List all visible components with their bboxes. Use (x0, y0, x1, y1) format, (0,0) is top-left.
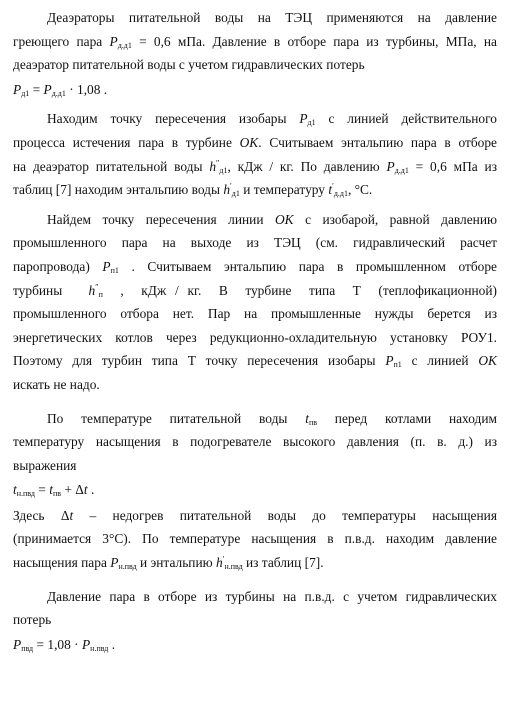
formula: $P_{пвд} = 1,08 \cdot P_{н.пвд}$ . (13, 636, 116, 653)
paragraph-line: Здесь Δt – недогрев питательной воды до температуры насыщения (13, 507, 497, 523)
paragraph-line: насыщения пара $P_{н.пвд}$ и энтальпию $h'_{н.пвд}$ из таблиц [7]. (13, 554, 324, 572)
paragraph-line: По температуре питательной воды $t_{пв}$ перед котлами находим (47, 410, 497, 427)
paragraph-line: турбины $h''_п$ , кДж / кг. В турбине типа Т (теплофикационной) (13, 282, 497, 299)
paragraph-line: Давление пара в отборе из турбины на п.в.д. с учетом гидравлических (47, 588, 497, 604)
paragraph-line: Найдем точку пересечения линии OK с изобарой, равной давлению (47, 211, 497, 227)
paragraph-line: энергетических котлов через редукционно-охладительную установку РОУ1. (13, 329, 497, 345)
paragraph-line: паропровода) $P_{п1}$ . Считываем энтальпию пара в промышленном отборе (13, 258, 497, 275)
formula: $t_{н.пвд} = t_{пв} + \Delta t$ . (13, 482, 95, 499)
paragraph-line: таблиц [7] находим энтальпию воды $h'_{д1}$ и температуру $t'_{д.д1}$, °С. (13, 181, 373, 199)
paragraph-line: промышленного пара на выходе из ТЭЦ (см. гидравлический расчет (13, 235, 497, 251)
paragraph-line: промышленного отбора нет. Пар на промышленные нужды берется из (13, 306, 497, 322)
paragraph-line: (принимается 3°С). По температуре насыщения в п.в.д. находим давление (13, 531, 497, 547)
paragraph-line: процесса истечения пара в турбине OK. Считываем энтальпию пара в отборе (13, 134, 497, 150)
paragraph-line: Поэтому для турбин типа Т точку пересечения изобары $P_{п1}$ с линией OK (13, 353, 497, 370)
paragraph-line: Находим точку пересечения изобары $P_{д1}$ с линией действительного (47, 111, 497, 128)
paragraph-line: деаэратор питательной воды с учетом гидравлических потерь (13, 57, 365, 73)
formula: $P_{д1} = P_{д.д1} \cdot 1,08$ . (13, 81, 108, 98)
paragraph-line: Деаэраторы питательной воды на ТЭЦ применяются на давление (47, 10, 497, 25)
paragraph-line: температуру насыщения в подогревателе высокого давления (п. в. д.) из (13, 434, 497, 450)
paragraph-line: искать не надо. (13, 376, 100, 392)
paragraph-line: на деаэратор питательной воды $h''_{д1}$, кДж / кг. По давлению $P_{д.д1} = 0,6$ мПа из (13, 158, 498, 175)
paragraph-line: греющего пара $P_{д.д1} = 0,6$ мПа. Давление в отборе пара из турбины, МПа, на (13, 33, 497, 50)
paragraph-line: потерь (13, 612, 52, 628)
paragraph-line: выражения (13, 457, 77, 473)
